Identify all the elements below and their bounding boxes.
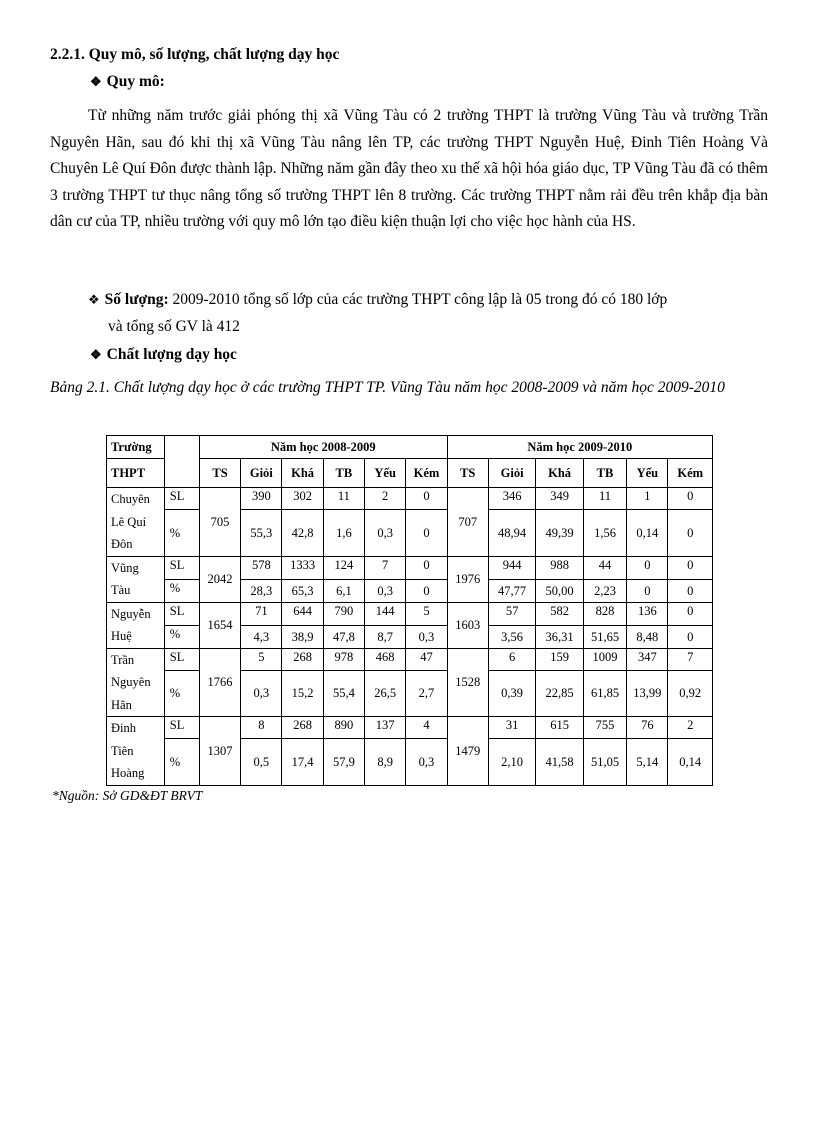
unit-sl: SL	[164, 488, 199, 510]
percent-cell: 8,48	[627, 625, 668, 648]
table-row-sl	[107, 602, 713, 625]
count-cell: 582	[536, 602, 583, 625]
count-cell: 7	[365, 556, 406, 579]
percent-cell: 38,9	[282, 625, 323, 648]
count-cell: 755	[583, 717, 626, 739]
school-name-line: Tàu	[111, 583, 131, 597]
count-cell: 7	[668, 648, 713, 670]
col-header: Giỏi	[488, 459, 535, 488]
count-cell: 0	[668, 556, 713, 579]
count-cell: 615	[536, 717, 583, 739]
count-cell: 468	[365, 648, 406, 670]
count-cell: 1	[627, 488, 668, 510]
percent-cell: 2,7	[406, 670, 447, 716]
percent-cell: 48,94	[488, 510, 535, 556]
percent-cell: 65,3	[282, 579, 323, 602]
count-cell: 0	[406, 488, 447, 510]
unit-sl: SL	[164, 556, 199, 579]
quality-table	[106, 435, 713, 786]
count-cell: 347	[627, 648, 668, 670]
col-header: Kém	[668, 459, 713, 488]
percent-cell: 47,8	[323, 625, 364, 648]
percent-cell: 2,23	[583, 579, 626, 602]
header-year-1: Năm học 2008-2009	[199, 436, 447, 459]
percent-cell: 51,65	[583, 625, 626, 648]
total-students-2008: 1766	[199, 648, 240, 717]
percent-cell: 0,92	[668, 670, 713, 716]
percent-cell: 36,31	[536, 625, 583, 648]
col-header: Giỏi	[241, 459, 282, 488]
count-cell: 144	[365, 602, 406, 625]
school-name	[107, 488, 165, 557]
percent-cell: 0	[668, 625, 713, 648]
percent-cell: 0	[627, 579, 668, 602]
quantity-block	[88, 287, 768, 340]
unit-pct: %	[164, 579, 199, 602]
header-school-line1: Trường	[107, 436, 165, 459]
total-students-2008: 1654	[199, 602, 240, 648]
diamond-bullet-icon: ❖	[88, 292, 100, 307]
table-row-pct	[107, 510, 713, 556]
subheading-quality-label: Chất lượng dạy học	[106, 346, 237, 363]
school-name-line: Nguyên	[111, 675, 151, 689]
unit-sl: SL	[164, 648, 199, 670]
quantity-text: 2009-2010 tổng số lớp của các trường THPT công lập là 05 trong đó có 180 lớp	[168, 291, 668, 308]
percent-cell: 15,2	[282, 670, 323, 716]
percent-cell: 6,1	[323, 579, 364, 602]
school-name-line: Huệ	[111, 629, 132, 643]
unit-pct: %	[164, 670, 199, 716]
school-name-line: Trần	[111, 652, 135, 667]
percent-cell: 4,3	[241, 625, 282, 648]
total-students-2009: 1479	[447, 717, 488, 786]
header-unit-empty	[164, 436, 199, 488]
count-cell: 5	[241, 648, 282, 670]
school-name-line: Hãn	[111, 697, 132, 712]
count-cell: 44	[583, 556, 626, 579]
total-students-2008: 2042	[199, 556, 240, 602]
school-name-line: Đôn	[111, 537, 133, 551]
percent-cell: 0,14	[668, 739, 713, 785]
table-row-sl	[107, 648, 713, 670]
col-header: Yếu	[365, 459, 406, 488]
count-cell: 136	[627, 602, 668, 625]
unit-pct: %	[164, 510, 199, 556]
count-cell: 159	[536, 648, 583, 670]
count-cell: 944	[488, 556, 535, 579]
school-name-line: Nguyễn	[111, 606, 151, 621]
school-name	[107, 556, 165, 602]
total-students-2009: 707	[447, 488, 488, 557]
count-cell: 0	[406, 556, 447, 579]
count-cell: 71	[241, 602, 282, 625]
table-row-sl	[107, 717, 713, 739]
percent-cell: 51,05	[583, 739, 626, 785]
section-heading: 2.2.1. Quy mô, số lượng, chất lượng dạy học	[50, 46, 340, 63]
percent-cell: 0,3	[365, 579, 406, 602]
total-students-2009: 1976	[447, 556, 488, 602]
percent-cell: 49,39	[536, 510, 583, 556]
count-cell: 346	[488, 488, 535, 510]
percent-cell: 0,3	[406, 739, 447, 785]
school-name-line: Vũng	[111, 560, 139, 575]
table-header-row-1	[107, 436, 713, 459]
school-name-line: Hoàng	[111, 766, 145, 780]
count-cell: 988	[536, 556, 583, 579]
count-cell: 1009	[583, 648, 626, 670]
count-cell: 11	[323, 488, 364, 510]
school-name	[107, 648, 165, 717]
count-cell: 0	[668, 488, 713, 510]
percent-cell: 0,3	[241, 670, 282, 716]
col-header: TS	[199, 459, 240, 488]
percent-cell: 0	[406, 510, 447, 556]
percent-cell: 1,6	[323, 510, 364, 556]
count-cell: 2	[365, 488, 406, 510]
header-school-line2: THPT	[107, 459, 165, 488]
unit-pct: %	[164, 625, 199, 648]
school-name-line: Lê Quí	[111, 514, 147, 529]
count-cell: 6	[488, 648, 535, 670]
count-cell: 57	[488, 602, 535, 625]
count-cell: 4	[406, 717, 447, 739]
percent-cell: 47,77	[488, 579, 535, 602]
table-row-sl	[107, 556, 713, 579]
percent-cell: 22,85	[536, 670, 583, 716]
percent-cell: 13,99	[627, 670, 668, 716]
percent-cell: 28,3	[241, 579, 282, 602]
percent-cell: 26,5	[365, 670, 406, 716]
percent-cell: 8,7	[365, 625, 406, 648]
total-students-2008: 1307	[199, 717, 240, 786]
school-name-line: Chuyên	[111, 492, 150, 506]
percent-cell: 0,3	[406, 625, 447, 648]
count-cell: 268	[282, 717, 323, 739]
percent-cell: 0	[668, 579, 713, 602]
count-cell: 790	[323, 602, 364, 625]
table-row-pct	[107, 670, 713, 716]
count-cell: 828	[583, 602, 626, 625]
table-row-sl	[107, 488, 713, 510]
count-cell: 0	[668, 602, 713, 625]
col-header: TB	[583, 459, 626, 488]
count-cell: 11	[583, 488, 626, 510]
school-name	[107, 602, 165, 648]
count-cell: 302	[282, 488, 323, 510]
percent-cell: 61,85	[583, 670, 626, 716]
count-cell: 268	[282, 648, 323, 670]
count-cell: 2	[668, 717, 713, 739]
percent-cell: 55,4	[323, 670, 364, 716]
count-cell: 76	[627, 717, 668, 739]
col-header: Khá	[282, 459, 323, 488]
percent-cell: 0,5	[241, 739, 282, 785]
school-name-line: Tiên	[111, 743, 134, 758]
count-cell: 890	[323, 717, 364, 739]
scale-paragraph: Từ những năm trước giải phóng thị xã Vũng Tàu có 2 trường THPT là trường Vũng Tàu và trường Trần Nguyên Hãn, sau đó khi thị xã Vũng Tàu nâng lên TP, các trường THPT Nguyễn Huệ, Đinh Tiên Hoàng Và Chuyên Lê Quí Đôn được thành lập. Những năm gần đây theo xu thế xã hội hóa giáo dục, TP Vũng Tàu đã có thêm 3 trường THPT tư thục nâng tổng số trường THPT lên 8 trường. Các trường THPT nằm rải đều trên khắp địa bàn dân cư của TP, nhiều trường với quy mô lớn tạo điều kiện thuận lợi cho việc học hành của HS.	[50, 107, 768, 230]
percent-cell: 57,9	[323, 739, 364, 785]
quantity-text-line2: và tổng số GV là 412	[108, 317, 240, 335]
percent-cell: 8,9	[365, 739, 406, 785]
percent-cell: 0,3	[365, 510, 406, 556]
percent-cell: 55,3	[241, 510, 282, 556]
count-cell: 578	[241, 556, 282, 579]
percent-cell: 50,00	[536, 579, 583, 602]
col-header: Khá	[536, 459, 583, 488]
percent-cell: 41,58	[536, 739, 583, 785]
total-students-2008: 705	[199, 488, 240, 557]
table-row-pct	[107, 579, 713, 602]
percent-cell: 3,56	[488, 625, 535, 648]
count-cell: 31	[488, 717, 535, 739]
count-cell: 137	[365, 717, 406, 739]
percent-cell: 2,10	[488, 739, 535, 785]
count-cell: 1333	[282, 556, 323, 579]
count-cell: 5	[406, 602, 447, 625]
percent-cell: 5,14	[627, 739, 668, 785]
header-year-2: Năm học 2009-2010	[447, 436, 712, 459]
total-students-2009: 1603	[447, 602, 488, 648]
subheading-quality	[90, 346, 237, 364]
table-row-pct	[107, 625, 713, 648]
table-row-pct	[107, 739, 713, 785]
percent-cell: 0,14	[627, 510, 668, 556]
total-students-2009: 1528	[447, 648, 488, 717]
col-header: Kém	[406, 459, 447, 488]
count-cell: 390	[241, 488, 282, 510]
count-cell: 0	[627, 556, 668, 579]
count-cell: 644	[282, 602, 323, 625]
table-caption: Bảng 2.1. Chất lượng dạy học ở các trường THPT TP. Vũng Tàu năm học 2008-2009 và năm học 2009-2010	[50, 379, 725, 396]
subheading-scale-label: Quy mô:	[106, 73, 165, 90]
unit-sl: SL	[164, 717, 199, 739]
quantity-label: Số lượng:	[104, 291, 169, 308]
unit-sl: SL	[164, 602, 199, 625]
percent-cell: 42,8	[282, 510, 323, 556]
diamond-bullet-icon: ❖	[90, 347, 102, 362]
col-header: Yếu	[627, 459, 668, 488]
count-cell: 349	[536, 488, 583, 510]
col-header: TB	[323, 459, 364, 488]
percent-cell: 1,56	[583, 510, 626, 556]
col-header: TS	[447, 459, 488, 488]
count-cell: 124	[323, 556, 364, 579]
diamond-bullet-icon: ❖	[90, 74, 102, 89]
percent-cell: 0	[668, 510, 713, 556]
table-source-note: *Nguồn: Sở GD&ĐT BRVT	[52, 788, 203, 803]
percent-cell: 0	[406, 579, 447, 602]
school-name-line: Đinh	[111, 721, 136, 735]
school-name	[107, 717, 165, 786]
unit-pct: %	[164, 739, 199, 785]
percent-cell: 0,39	[488, 670, 535, 716]
count-cell: 978	[323, 648, 364, 670]
count-cell: 8	[241, 717, 282, 739]
percent-cell: 17,4	[282, 739, 323, 785]
subheading-scale	[90, 73, 165, 91]
count-cell: 47	[406, 648, 447, 670]
